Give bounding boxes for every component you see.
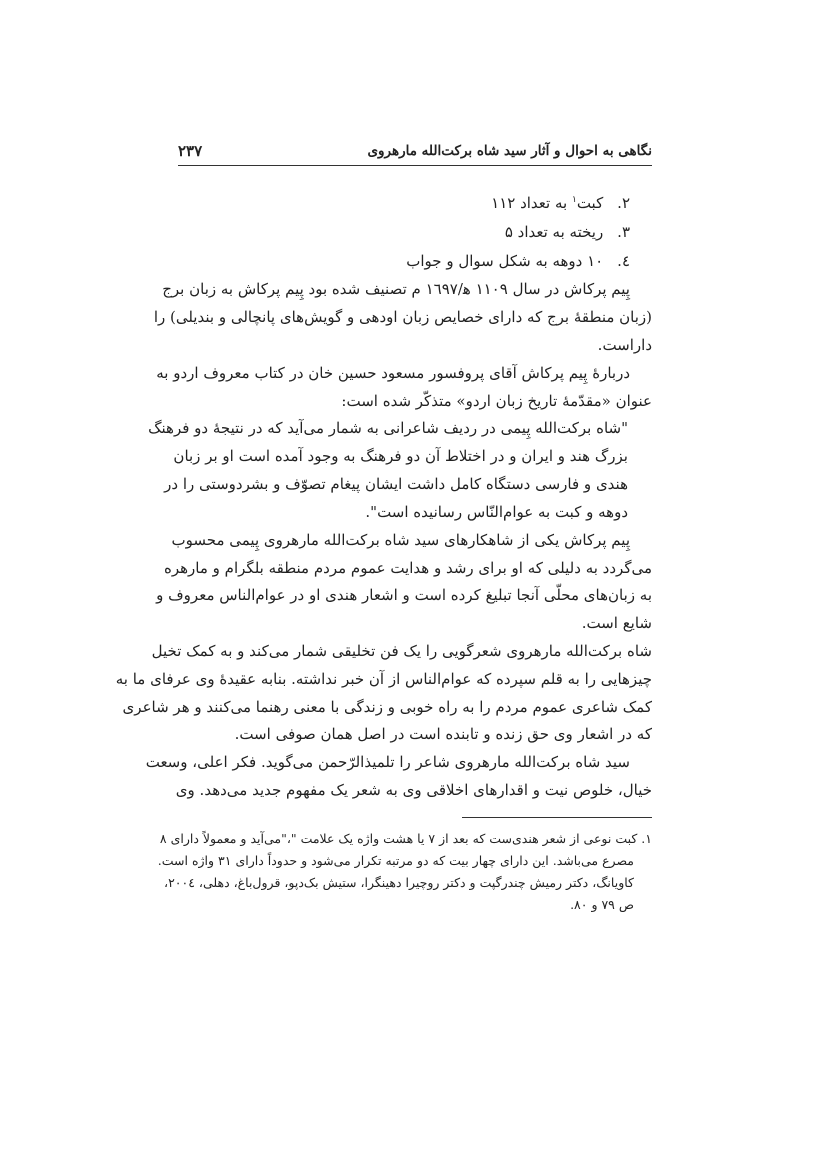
quote-line: بزرگ هند و ایران و در اختلاط آن دو فرهنگ به وجود آمده است او بر زبان: [173, 447, 628, 465]
paragraph-line: کمک شاعری عموم مردم را به راه خوبی و زندگی با معنی رهنما می‌کنند و هر شاعری: [122, 698, 652, 716]
paragraph-line: شایع است.: [581, 614, 652, 632]
list-number: ۲.: [617, 194, 630, 212]
list-item: [505, 222, 630, 242]
quote-line: هندی و فارسی دستگاه کامل داشت ایشان پیغام تصوّف و بشردوستی را در: [164, 475, 628, 493]
paragraph-line: سید شاه برکت‌الله مارهروی شاعر را تلمیذالرّحمن می‌گوید. فکر اعلی، وسعت: [145, 753, 630, 771]
list-item: [491, 193, 630, 213]
list-number: ٤.: [617, 252, 630, 270]
paragraph-line: به زبان‌های محلّی آنجا تبلیغ کرده است و اشعار هندی او در عوام‌الناس معروف و: [156, 586, 652, 604]
list-text: ریخته به تعداد ۵: [504, 223, 604, 241]
list-text: ۱۰ دوهه به شکل سوال و جواب: [406, 252, 604, 270]
header-title: نگاهی به احوال و آثار سید شاه برکت‌الله مارهروی: [367, 143, 652, 159]
paragraph-line: شاه برکت‌الله مارهروی شعرگویی را یک فن تخلیقی شمار می‌کند و به کمک تخیل: [151, 642, 652, 660]
running-header: [178, 141, 652, 166]
paragraph-line: داراست.: [597, 336, 652, 354]
paragraph-line: خیال، خلوص نیت و اقدارهای اخلاقی وی به شعر یک مفهوم جدید می‌دهد. وی: [175, 781, 652, 799]
paragraph-line: چیزهایی را به قلم سپرده که عوام‌الناس از آن خبر نداشته. بنابه عقیدهٔ وی عرفای ما به: [115, 670, 652, 688]
list-number: ۳.: [617, 223, 630, 241]
footnote-line: مصرع می‌باشد. این دارای چهار بیت که دو مرتبه تکرار می‌شود و حدوداً دارای ۳۱ واژه است.: [157, 853, 634, 868]
footnote-line: کاویانگ، دکتر رمیش چندرگپت و دکتر روچیرا دهینگرا، ستیش بک‌دپو، قرول‌باغ، دهلی، ۲۰۰٤،: [164, 875, 634, 890]
paragraph-line: که در اشعار وی حق زنده و تابنده است در اصل همان صوفی است.: [234, 725, 652, 743]
list-text: به تعداد ۱۱۲: [491, 194, 572, 212]
footnote-line: ص ۷۹ و ۸۰.: [570, 897, 634, 912]
quote-line: "شاه برکت‌الله پِیمی در ردیف شاعرانی به شمار می‌آید که در نتیجهٔ دو فرهنگ: [148, 419, 628, 437]
paragraph-line: عنوان «مقدّمهٔ تاریخ زبان اردو» متذکّر شده است:: [341, 392, 652, 410]
paragraph-line: پِیم پرکاش در سال ۱۱۰۹ ﻫ/۱٦۹۷ م تصنیف شده بود پِیم پرکاش به زبان برج: [162, 280, 630, 298]
list-text: کبت: [576, 194, 604, 212]
paragraph-line: دربارهٔ پِیم پرکاش آقای پروفسور مسعود حسین خان در کتاب معروف اردو به: [156, 364, 630, 382]
list-item: [406, 251, 630, 271]
footnote-line: ۱. کبت نوعی از شعر هندی‌ست که بعد از ۷ یا هشت واژه یک علامت "،"می‌آید و معمولاً دارای ۸: [159, 831, 652, 846]
page-number: ۲۳۷: [178, 142, 203, 160]
quote-line: دوهه و کبت به عوام‌النّاس رسانیده است".: [365, 503, 628, 521]
paragraph-line: پِیم پرکاش یکی از شاهکارهای سید شاه برکت‌الله مارهروی پِیمی محسوب: [171, 531, 630, 549]
footnote-separator: [462, 817, 652, 818]
paragraph-line: می‌گردد به دلیلی که او برای رشد و هدایت عموم مردم منطقه بلگرام و مارهره: [164, 559, 652, 577]
footnote-ref: ۱: [571, 195, 577, 205]
paragraph-line: (زبان منطقهٔ برج که دارای خصایص زبان اودهی و گویش‌های پانچالی و بندیلی) را: [153, 308, 652, 326]
